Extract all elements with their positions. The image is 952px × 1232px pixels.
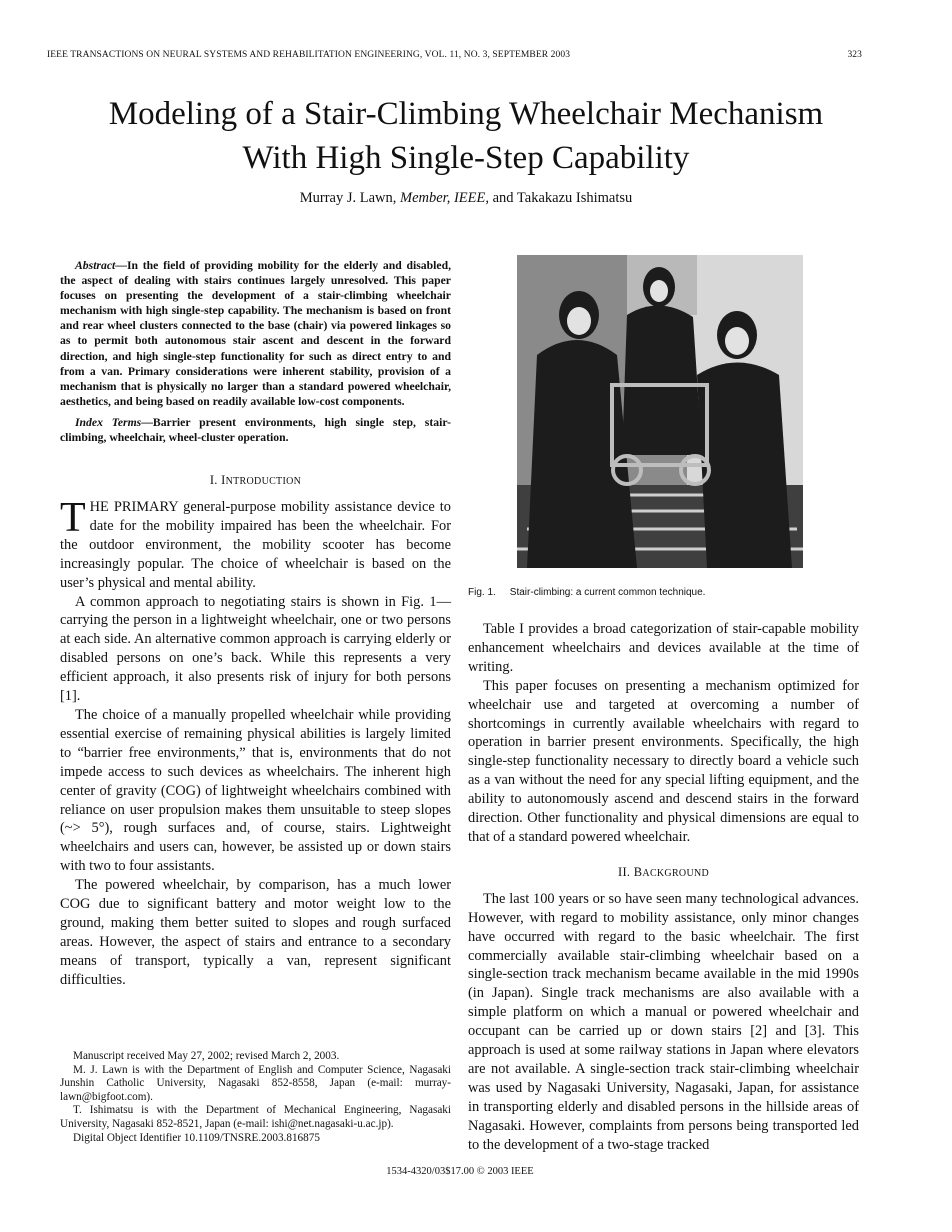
page-number: 323 <box>847 50 862 60</box>
section-heading-background: II. BACKGROUND <box>617 864 710 879</box>
footnote <box>60 1050 451 1145</box>
author-ishimatsu: Takakazu Ishimatsu <box>516 190 633 206</box>
figure-caption-text: Stair-climbing: a current common technique. <box>509 587 706 598</box>
left-column <box>60 258 451 990</box>
journal-name: IEEE TRANSACTIONS ON NEURAL SYSTEMS AND REHABILITATION ENGINEERING, VOL. 11, NO. 3, SEPTEMBER 2003 <box>47 50 571 60</box>
copyright-line: 1534-4320/03$17.00 © 2003 IEEE <box>386 1166 534 1177</box>
title-line-2: With High Single-Step Capability <box>242 140 690 176</box>
background-paragraph-1: The last 100 years or so have seen many technological advances. However, with regard to mobility assistance, only minor changes have occurred with regard to the basic wheelchair. The first commercially available stair-climbing wheelchair based on a single-section track mechanism became available in the mid 1990s (in Japan). Single track mechanisms are also available with a simple platform on which a manual or powered wheelchair and occupant can be carried up or down stairs [2] and [3]. This approach is used at some railway stations in Japan where elevators are not available. A single-section track stair-climbing wheelchair was used by Nagasaki University, Nagasaki, Japan, for assistance in transporting elderly and disabled persons in the hillside areas of Nagasaki. However, complaints from persons being transported led to the development of a two-stage tracked <box>468 890 859 1153</box>
running-head <box>47 50 862 66</box>
abstract-text: —In the field of providing mobility for the elderly and disabled, the aspect of dealing with stairs continues largely unresolved. This paper focuses on presenting the development of a stair-climbing wheelchair mechanism with high single-step capability. The mechanism is based on front and rear wheel clusters connected to the base (chair) via powered linkages so as to permit both autonomous stair ascent and descent in the forward direction, and high single-step functionality for such as direct entry to and from a van. Primary considerations were inherent stability, provision of a mechanism that is physically no larger than a standard powered wheelchair, aesthetics, and being based on readily available low-cost components. <box>60 259 451 408</box>
index-terms-label: Index Terms <box>75 415 142 429</box>
right-column <box>468 620 859 1154</box>
author-connector: and <box>492 190 514 206</box>
paper-title <box>0 92 920 180</box>
title-line-1: Modeling of a Stair-Climbing Wheelchair Mechanism <box>108 96 824 132</box>
footnote-doi: Digital Object Identifier 10.1109/TNSRE.2003.816875 <box>73 1131 320 1144</box>
figure-label: Fig. 1. <box>468 587 496 598</box>
drop-cap: T <box>60 495 86 542</box>
right-paragraph-2: This paper focuses on presenting a mechanism optimized for wheelchair use and targeted at overcoming a number of shortcomings in currently available wheelchairs with regard to operation in barrier present environments. Specifically, the high single-step functionality necessary to directly board a vehicle such as a van without the need for any special lifting equipment, and the ability to autonomously ascend and descend stairs in the forward direction. Other functionality and physical dimensions are equal to that of a standard powered wheelchair. <box>468 677 859 845</box>
footnote-received: Manuscript received May 27, 2002; revised March 2, 2003. <box>73 1050 340 1062</box>
figure-1-caption <box>468 587 705 598</box>
footnote-lawn: M. J. Lawn is with the Department of English and Computer Science, Nagasaki Junshin Catholic University, Nagasaki 852-8558, Japan (e-mail: murray-lawn@bigfoot.com). <box>60 1063 451 1103</box>
intro-paragraph-3: The choice of a manually propelled wheelchair while providing essential exercise of remaining physical abilities is largely limited to “barrier free environments,” that is, environments that do not impede access to such devices as wheelchairs. The inherent high center of gravity (COG) of lightweight wheelchairs combined with reliance on user propulsion makes them unsuitable to steep slopes (~> 5°), rough surfaces and, of course, stairs. Lightweight wheelchairs and users can, however, be assisted up or down stairs with two to four assistants. <box>60 707 451 875</box>
index-terms <box>60 415 451 445</box>
section-heading-introduction: I. INTRODUCTION <box>209 473 302 488</box>
author-lawn: Murray J. Lawn <box>299 190 393 206</box>
abstract-label: Abstract <box>75 259 116 272</box>
index-terms-text: —Barrier present environments, high single step, stair-climbing, wheelchair, wheel-cluster operation. <box>60 415 451 445</box>
author-role: Member, IEEE, <box>400 190 489 206</box>
intro-paragraph-1: THE PRIMARY general-purpose mobility assistance device to date for the mobility impaired has been the wheelchair. For the outdoor environment, the mobility scooter has become increasingly popular. The choice of wheelchair is based on the user’s physical and mental ability. <box>60 495 451 591</box>
footnote-ishimatsu: T. Ishimatsu is with the Department of Mechanical Engineering, Nagasaki University, Nagasaki 852-8521, Japan (e-mail: ishi@net.nagasaki-u.ac.jp). <box>60 1104 451 1130</box>
right-paragraph-1: Table I provides a broad categorization of stair-capable mobility enhancement wheelchairs and devices available at the time of writing. <box>468 621 859 675</box>
author-line: Murray J. Lawn, Member, IEEE, and Takakazu Ishimatsu <box>299 190 633 206</box>
figure-1-photo <box>517 255 803 568</box>
title-block <box>0 92 920 207</box>
intro-paragraph-2: A common approach to negotiating stairs is shown in Fig. 1—carrying the person in a lightweight wheelchair, one or two persons at each side. An alternative common approach is carrying elderly or disabled persons on one’s back. While this represents a very efficient approach, it also presents risk of injury for both persons [1]. <box>60 593 451 705</box>
intro-paragraph-4: The powered wheelchair, by comparison, has a much lower COG due to significant battery and motor weight low to the ground, making them better suited to slopes and rough surfaced areas. However, the aspect of stairs and entrance to a secondary means of transport, typically a van, represent significant difficulties. <box>60 877 451 988</box>
stair-climbing-photo <box>517 255 803 568</box>
abstract <box>60 258 451 409</box>
